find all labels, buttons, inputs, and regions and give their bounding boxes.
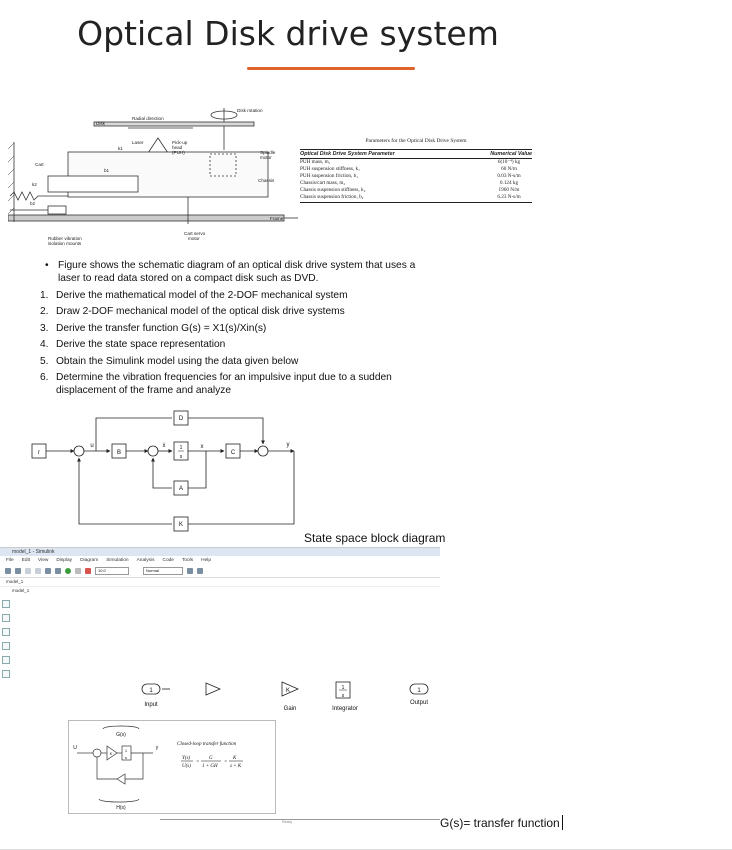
label-cart: Cart <box>35 162 44 167</box>
label-integ-num: 1 <box>179 445 183 451</box>
simulink-menubar <box>0 556 440 565</box>
sum-junction-1 <box>74 446 84 456</box>
title-underline <box>247 67 415 70</box>
label-D: D <box>178 416 184 422</box>
menu-display[interactable]: Display <box>56 558 73 563</box>
inset-y-label: y <box>155 745 159 751</box>
new-model-icon[interactable] <box>5 568 11 574</box>
label-u: u <box>90 443 94 449</box>
tf-mid-num: G <box>209 756 213 761</box>
list-item: 4. Derive the state space representation <box>40 339 226 350</box>
gain-symbol: K <box>285 688 291 694</box>
inset-g-label: G(s) <box>116 732 126 738</box>
annotation-icon[interactable] <box>2 642 10 650</box>
list-item: 2. Draw 2-DOF mechanical model of the optical disk drive systems <box>40 306 345 317</box>
inset-one-label: 1 <box>124 748 128 753</box>
disk-drive-schematic <box>8 102 298 252</box>
label-pickup-head: Pick-up <box>172 140 188 145</box>
integrator-label: Integrator <box>332 706 358 712</box>
params-table <box>300 138 532 203</box>
integrator-num: 1 <box>341 685 345 691</box>
tf-lhs-den: U(s) <box>182 764 191 769</box>
label-spindle-motor: Spindle <box>260 150 276 155</box>
label-r: r <box>38 450 40 456</box>
label-disk: Disk <box>96 121 105 126</box>
label-integ-den: s <box>179 454 183 460</box>
block-diagram-caption: State space block diagram <box>304 531 446 545</box>
zoom-icon[interactable] <box>2 600 10 608</box>
simulink-palette <box>2 600 10 684</box>
tf-lhs-num: Y(s) <box>182 756 191 761</box>
label-cart-servo: Cart servo <box>184 231 206 236</box>
footer-note[interactable] <box>440 815 563 830</box>
list-item: 5. Obtain the Simulink model using the data given below <box>40 355 299 367</box>
table-row: PUH suspension friction, b₁ 0.03 N-s/m <box>300 173 521 179</box>
label-pickup-head-2: head <box>172 145 183 150</box>
fit-view-icon[interactable] <box>2 614 10 622</box>
input-port-number: 1 <box>149 688 153 694</box>
state-space-block-diagram <box>30 408 320 532</box>
label-k2: k2 <box>32 182 37 187</box>
label-xdot: ẋ <box>162 443 166 449</box>
tf-rhs-den: s + K <box>230 764 242 769</box>
model-path[interactable]: model_1 <box>12 588 30 593</box>
step-icon[interactable] <box>75 568 81 574</box>
list-item: 3. Derive the transfer function G(s) = X1(s)/Xin(s) <box>40 322 267 334</box>
params-table-header <box>300 149 532 159</box>
model-config-icon[interactable] <box>55 568 61 574</box>
task-list <box>40 259 420 397</box>
sim-status-divider <box>160 819 440 820</box>
svg-text:=: = <box>196 760 200 765</box>
list-item: 1. Derive the mathematical model of the 2-DOF mechanical system <box>40 289 348 301</box>
stop-time-input[interactable]: 10.0 <box>95 567 129 575</box>
label-b2: b2 <box>30 201 36 206</box>
area-icon[interactable] <box>2 670 10 678</box>
label-chassis: Chassis <box>258 178 275 183</box>
sum-junction-3 <box>258 446 268 456</box>
label-b1: b1 <box>104 168 110 173</box>
simulink-titlebar: model_1 - Simulink <box>0 548 440 556</box>
menu-view[interactable]: View <box>38 558 49 563</box>
label-cart-servo-2: motor <box>188 236 200 241</box>
arrow-icon[interactable] <box>2 628 10 636</box>
label-laser: Laser <box>132 140 144 145</box>
build-icon[interactable] <box>197 568 203 574</box>
check-icon[interactable] <box>187 568 193 574</box>
simulink-toolbar <box>0 565 440 578</box>
menu-file[interactable]: File <box>6 558 14 563</box>
image-icon[interactable] <box>2 656 10 664</box>
label-pickup-head-3: (PUH) <box>172 150 185 155</box>
label-k1: k1 <box>118 146 123 151</box>
menu-edit[interactable]: Edit <box>21 558 31 563</box>
table-row: Chassis/cart mass, m₂ 0.124 kg <box>300 180 519 186</box>
task-bullet: • Figure shows the schematic diagram of an optical disk drive system that uses a laser to read data stored on a compact disk such as DVD. <box>45 260 416 284</box>
closed-loop-sum <box>93 749 101 757</box>
menu-code[interactable]: Code <box>162 558 174 563</box>
inset-s-label: s <box>125 755 127 760</box>
label-disk-rotation: Disk rotation <box>237 108 263 113</box>
table-row: Chassis suspension stiffness, k₂ 1960 N/m <box>300 187 520 193</box>
simulink-canvas-blocks <box>140 680 440 720</box>
list-item: 6. Determine the vibration frequencies for an impulsive input due to a sudden displacement of the frame and analyze <box>40 372 392 396</box>
model-tab[interactable]: model_1 <box>0 578 440 587</box>
library-browser-icon[interactable] <box>45 568 51 574</box>
input-label: Input <box>144 702 158 708</box>
sum-junction-2 <box>148 446 158 456</box>
label-rubber: Rubber vibration <box>48 236 82 241</box>
menu-help[interactable]: Help <box>201 558 212 563</box>
closed-loop-feedback <box>117 774 125 784</box>
label-rubber-2: isolation mounts <box>48 241 82 246</box>
back-icon[interactable] <box>25 568 31 574</box>
output-port-number: 1 <box>417 688 421 694</box>
svg-text:=: = <box>224 760 228 765</box>
params-col-value: Numerical Value <box>490 151 532 157</box>
label-B: B <box>116 450 122 456</box>
label-spindle-motor-2: motor <box>260 155 272 160</box>
label-y: y <box>286 442 290 448</box>
gain-label: Gain <box>283 706 297 712</box>
sum-block[interactable] <box>206 683 220 695</box>
params-col-parameter: Optical Disk Drive System Parameter <box>300 151 395 157</box>
inset-h-label: H(s) <box>116 805 126 811</box>
tf-mid-den: 1 + GH <box>202 764 218 769</box>
menu-tools[interactable]: Tools <box>181 558 194 563</box>
tf-title: Closed-loop transfer function <box>177 742 237 747</box>
table-row: Chassis suspension friction, b₂ 6.23 N-s/m <box>300 194 521 200</box>
label-radial-direction: Radial direction <box>132 116 164 121</box>
label-C: C <box>230 450 236 456</box>
tf-rhs-num: K <box>233 756 237 761</box>
table-row: PUH suspension stiffness, k₁ 60 N/m <box>300 166 517 172</box>
sim-status: Ready <box>282 820 293 824</box>
label-frame: Frame <box>270 216 284 221</box>
table-row: PUH mass, m₁ 6(10⁻⁴) kg <box>300 159 521 165</box>
label-x: x <box>200 444 204 450</box>
sim-mode-select[interactable]: Normal <box>143 567 183 575</box>
text-cursor <box>562 815 563 830</box>
inset-k-label: K <box>109 751 113 756</box>
closed-loop-diagram <box>69 721 275 813</box>
run-icon[interactable] <box>65 568 71 574</box>
inset-u-label: U <box>73 745 77 751</box>
forward-icon[interactable] <box>35 568 41 574</box>
label-K: K <box>178 522 184 528</box>
save-icon[interactable] <box>15 568 21 574</box>
menu-diagram[interactable]: Diagram <box>80 558 99 563</box>
params-table-caption: Parameters for the Optical Disk Drive System <box>365 138 467 144</box>
integrator-den: s <box>341 693 345 699</box>
slide-title: Optical Disk drive system <box>77 14 499 53</box>
footer-note-text: G(s)= transfer function <box>440 816 560 830</box>
output-label: Output <box>409 700 429 706</box>
stop-icon[interactable] <box>85 568 91 574</box>
label-A: A <box>178 486 184 492</box>
closed-loop-inset <box>68 720 276 814</box>
menu-analysis[interactable]: Analysis <box>136 558 155 563</box>
menu-simulation[interactable]: Simulation <box>106 558 129 563</box>
